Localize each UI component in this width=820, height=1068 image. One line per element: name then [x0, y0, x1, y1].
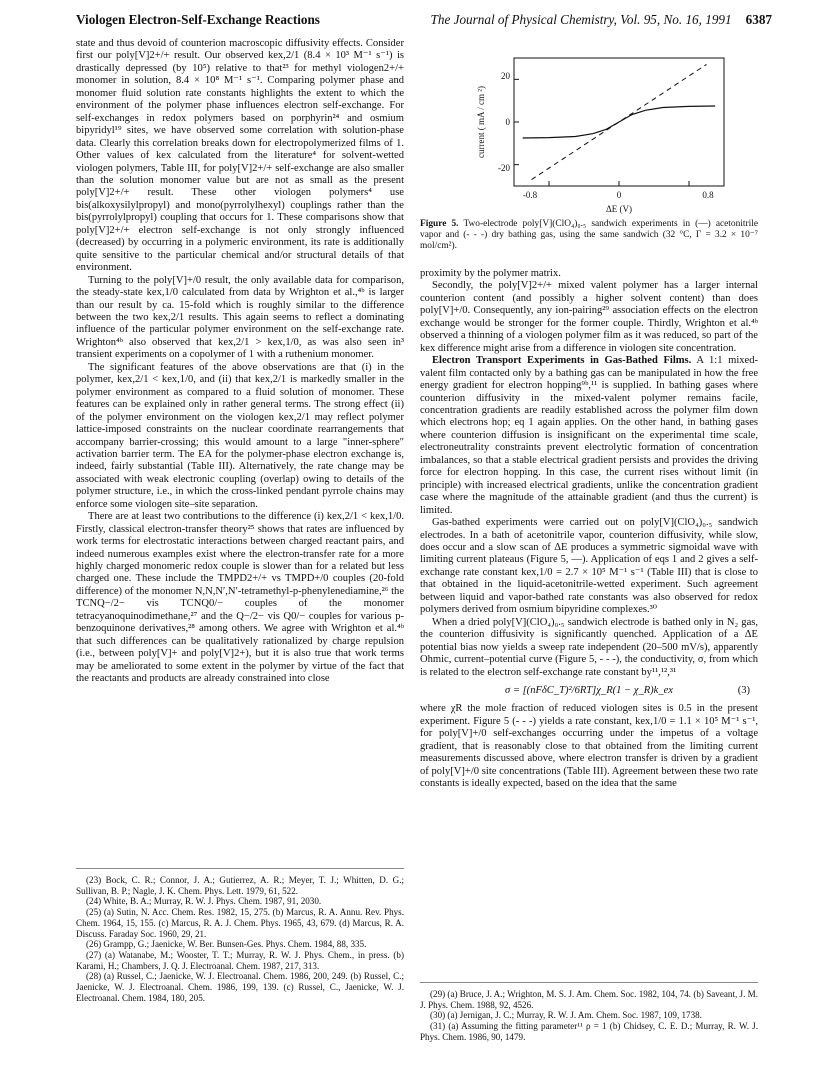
reference: (31) (a) Assuming the fitting parameter¹¹ ρ = 1 (b) Chidsey, C. E. D.; Murray, R. W. J. Phys. Chem. 1986, 90, 1479. — [420, 1021, 758, 1042]
x-axis-label: ΔE (V) — [605, 204, 633, 214]
references-right — [420, 982, 758, 1043]
running-title: Viologen Electron-Self-Exchange Reactions — [76, 12, 320, 27]
series-solid-line — [523, 106, 716, 138]
equation-number: (3) — [737, 684, 750, 696]
x-tick-label: -0.8 — [522, 190, 538, 200]
equation-text: σ = [(nFδC_T)²/6RT]χ_R(1 − χ_R)k_ex — [504, 684, 673, 696]
reference: (25) (a) Sutin, N. Acc. Chem. Res. 1982, 15, 275. (b) Marcus, R. A. Annu. Rev. Phys. Chem. 1964, 15, 155. (c) Marcus, R. A. J. Chem. Phys. 1965, 43, 679. (d) Marcus, R. A. Discuss. Faraday Soc. 1960, 29, 21. — [76, 907, 404, 939]
paragraph: The significant features of the above observations are that (i) in the polymer, kex,2/1 < kex,1/0, and (ii) that kex,2/1 is markedly smaller in the polymer environment as compared to a fluid solution of monomer. These features can be explained only in rather general terms. The strong effect (ii) of the polymer environment on the viologen kex,2/1 may reflect polymer lattice-imposed constraints on the nuclear coordinate rearrangements that accompany barrier-crossing; this would amount to a large "inner-sphere" activation barrier term. The EA for the polymer-phase electron exchange is, indeed, fairly substantial (Table III). Alternatively, the rate change may be associated with weak electronic coupling (overlap) owing to details of the polymer structure, i.e., in which the cross-linked pendant pyrrole chains may enforce some viologen site–site separation. — [76, 361, 404, 510]
figure-5-plot — [470, 50, 740, 218]
reference: (28) (a) Russel, C.; Jaenicke, W. J. Electroanal. Chem. 1986, 200, 249. (b) Russel, C.; Jaenicke, W. J. Electroanal. Chem. 1986, 199, 139. (c) Russel, C., Jaenicke, W. J. Electroanal. Chem. 1984, 180, 205. — [76, 971, 404, 1003]
reference: (26) Grampp, G.; Jaenicke, W. Ber. Bunsen-Ges. Phys. Chem. 1984, 88, 335. — [86, 939, 367, 950]
y-tick-label: 20 — [501, 71, 510, 81]
section-heading: Electron Transport Experiments in Gas-Bathed Films. — [432, 355, 692, 367]
equation-3 — [420, 685, 758, 697]
x-tick-label: 0.8 — [702, 190, 714, 200]
paragraph: There are at least two contributions to the difference (i) kex,2/1 < kex,1/0. Firstly, classical electron-transfer theory²⁵ shows that rates are influenced by work terms for electrostatic interactions between charged reactant pairs, and indeed numerous examples exist where the electron-transfer rate for a more highly charged monomeric redox couple is slower than for a related but less charged one. These include the TMPD2+/+ vs TMPD+/0 couples (20-fold difference) of the monomer N,N,N′,N′-tetramethyl-p-phenylenediamine,²⁶ the TCNQ−/2− vis TCNQ0/− couples of the monomer tetracyanoquinodimethane,²⁷ and the Q−/2− vis Q0/− couples for various p-benzoquinone derivatives,²⁸ among others. We agree with Wrighton et al.⁴ᵇ that such differences can be qualitatively rationalized by charge repulsion (i.e., between poly[V]+ and poly[V]2+), but it is also true that work terms may be ameliorated to some extent in the polymer by virtue of the fact that the reactants and products are already constrained into close — [76, 511, 404, 685]
left-column — [76, 38, 404, 686]
reference: (27) (a) Watanabe, M.; Wooster, T. T.; Murray, R. W. J. Phys. Chem., in press. (b) Karami, H.; Chambers, J. Q. J. Electroanal. Chem. 1987, 217, 313. — [76, 949, 404, 971]
right-column-upper — [420, 268, 758, 791]
figure-caption — [420, 219, 758, 253]
caption-text: Two-electrode poly[V](ClO₄)₀.₅ sandwich experiments in (—) acetonitrile vapor and (- - -) dry bathing gas, using the same sandwich (32 °C, Γ = 3.2 × 10⁻⁷ mol/cm²). — [420, 219, 758, 252]
paragraph: where χR the mole fraction of reduced viologen sites is 0.5 in the present experiment. Figure 5 (- - -) yields a rate constant, kex,1/0 = 1.1 × 10⁵ M⁻¹ s⁻¹, for poly[V]+/0 self-exchanges occurring under the impetus of a voltage gradient, that is reasonably close to that obtained from the limiting current measurements discussed above, where electron transfer is driven by a gradient of poly[V]+/0 site concentrations (Table III). Agreement between these two rate constants is ideally expected, based on the idea that the same — [420, 703, 758, 790]
axis-ticks — [514, 79, 689, 186]
paragraph: A 1:1 mixed-valent film contacted only by a bathing gas can be manipulated in how the free energy gradient for electron hopping⁹ᵇ,¹¹ is supplied. In bathing gases where counterion diffusivity in the mixed-valent polymer remains facile, concentration gradients are readily established across the polymer film down which electrons hop; eq 1 again applies. On the other hand, in bathing gases where counterion diffusion is insignificant on the experimental time scale, electroneutrality constraints prevent electrolytic formation of concentration imbalances, so that a stable electrical gradient persists and provides the driving force for electron hopping. In this case, the current rises without limit (in principle) with increased electrical gradients, unlike the concentration gradient case where the magnitude of the attainable gradient (and thus the current) is limited. — [420, 355, 758, 516]
y-tick-label: -20 — [498, 163, 510, 173]
references-left — [76, 868, 404, 1003]
page-number: 6387 — [745, 12, 772, 27]
y-axis-label: current ( mA / cm ²) — [476, 86, 486, 158]
paragraph: Gas-bathed experiments were carried out on poly[V](ClO₄)₀.₅ sandwich electrodes. In a bath of acetonitrile vapor, counterion diffusivity, while slow, does occur and a slow scan of ΔE produces a symmetric sigmoidal wave with limiting current plateaus (Figure 5, —). Application of eqs 1 and 2 gives a self-exchange rate constant kex,1/0 = 2.7 × 10⁵ M⁻¹ s⁻¹ (Table III) that is close to that obtained in the liquid-acetonitrile-wetted experiment. Such agreement between liquid and vapor-bathed rate constants was also observed for redox polymers derived from osmium bipyridine complexes.³⁰ — [420, 517, 758, 616]
journal-citation: The Journal of Physical Chemistry, Vol. 95, No. 16, 1991 6387 — [430, 12, 772, 27]
paragraph: Turning to the poly[V]+/0 result, the only available data for comparison, the steady-state kex,1/0 calculated from data by Wrighton et al.,⁴ᵇ is larger than our result by ca. 15-fold which is roughly similar to the difference between the two kex,2/1 results. This again seems to reflect a dominating influence of the particular polymer environment on the self-exchange rate. Wrighton⁴ᵇ also observed that kex,2/1 > kex,1/0, as was also seen in³ transient experiments on a copolymer of 1 with a ruthenium monomer. — [76, 274, 404, 361]
paragraph: Secondly, the poly[V]2+/+ mixed valent polymer has a larger internal counterion content (and possibly a higher solvent content) than does poly[V]+/0. Consequently, any ion-pairing²⁹ association effects on the electron exchange would be stronger for the former couple. Thirdly, Wrighton et al.⁴ᵇ observed a thinning of a viologen polymer film as it was reduced, so part of the kex difference might arise from a difference in viologen site concentration. — [420, 280, 758, 354]
reference: (29) (a) Bruce, J. A.; Wrighton, M. S. J. Am. Chem. Soc. 1982, 104, 74. (b) Saveant, J. M. J. Phys. Chem. 1988, 92, 4526. — [420, 989, 758, 1010]
paragraph: state and thus devoid of counterion macroscopic diffusivity effects. Consider first our poly[V]2+/+ result. Our observed kex,2/1 (8.4 × 10³ M⁻¹ s⁻¹) is drastically depressed (by 10⁵) relative to that²³ for methyl viologen2+/+ monomer in solution, 8.4 × 10⁸ M⁻¹ s⁻¹. Comparing polymer phase and monomer fluid solution rate constants highlights the extent to which the environment of the polymer phase influences electron self-exchange. For self-exchanges in redox polymers based on porphyrin²⁴ and osmium bipyridyl¹⁹ sites, we have observed some correlation with solution-phase data. Clearly this correlation breaks down for electropolymerized films of 1. Other values of kex calculated from the literature⁴ for solvent-wetted viologen polymers, Table III, for poly[V]2+/+ self-exchange are also smaller than the solution monomer value but are not as small as the present poly[V]2+/+ result. These other viologen polymers⁴ use bis(alkoxysilylpropyl) and mono(pyrrolylhexyl) couplings rather than the bis(pyrrolylpropyl) coupling that occurs for 1. These comparisons show that poly[V]2+/+ electron self-exchange is not only strongly influenced (decreased) by occurring in a polymeric environment, its rate is additionally quite sensitive to the particular chemical and/or structural details of that environment. — [76, 38, 404, 274]
paragraph: proximity by the polymer matrix. — [420, 268, 561, 279]
reference: (30) (a) Jernigan, J. C.; Murray, R. W. J. Am. Chem. Soc. 1987, 109, 1738. — [430, 1010, 702, 1021]
reference: (24) White, B. A.; Murray, R. W. J. Phys. Chem. 1987, 91, 2030. — [86, 896, 322, 907]
running-header — [76, 12, 772, 32]
y-tick-label: 0 — [505, 117, 510, 127]
x-tick-label: 0 — [616, 190, 622, 200]
paragraph: When a dried poly[V](ClO₄)₀.₅ sandwich electrode is bathed only in N₂ gas, the counterion diffusivity is significantly quenched. Application of a ΔE potential bias now yields a sweep rate independent (20–500 mV/s), apparently Ohmic, current–potential curve (Figure 5, - - -), the conductivity, σ, from which is related to the electron self-exchange rate constant by¹¹,¹²,³¹ — [420, 616, 758, 678]
figure-label: Figure 5. — [420, 219, 459, 229]
reference: (23) Bock, C. R.; Connor, J. A.; Gutierrez, A. R.; Meyer, T. J.; Whitten, D. G.; Sullivan, B. P.; Nagle, J. K. Chem. Phys. Lett. 1979, 61, 522. — [76, 875, 404, 896]
